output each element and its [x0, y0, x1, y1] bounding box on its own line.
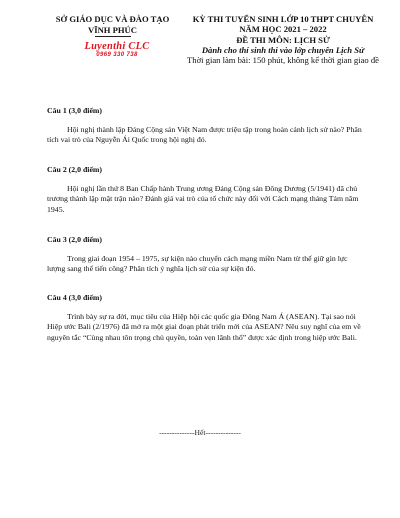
exam-audience: Dành cho thí sinh thi vào lớp chuyên Lịch Sử — [201, 44, 365, 55]
exam-subject: ĐỀ THI MÔN: LỊCH SỬ — [236, 34, 330, 45]
exam-duration: Thời gian làm bài: 150 phút, không kể thời gian giao đề — [187, 55, 379, 66]
province-name: VĨNH PHÚC — [88, 24, 137, 35]
logo-brand-text: Luyenthi CLC — [84, 41, 150, 52]
department-name: SỞ GIÁO DỤC VÀ ĐÀO TẠO — [55, 14, 170, 24]
question-title: Câu 3 (2,0 điểm) — [47, 235, 103, 244]
question-body: Trình bày sự ra đời, mục tiêu của Hiệp hội các quốc gia Đông Nam Á (ASEAN). Tại sao nói Hiệp ước Bali (2/1976) đã mở ra một giai đoạn phát triển mới của ASEAN? Nêu suy nghĩ của em về nguyên tắc “Cùng nhau tôn trọng chủ quyền, toàn vẹn lãnh thổ” được xác định trong hiệp ước Bali. — [47, 311, 361, 342]
question-body: Hội nghị lần thứ 8 Ban Chấp hành Trung ương Đảng Cộng sản Đông Dương (5/1941) đã chủ trương thành lập mặt trận nào? Đánh giá vai trò của tổ chức này đối với Cách mạng tháng Tám năm 1945. — [47, 183, 359, 214]
question-body: Hội nghị thành lập Đảng Cộng sản Việt Nam được triệu tập trong hoàn cảnh lịch sử nào? Phân tích vai trò của Nguyễn Ái Quốc trong hội nghị đó. — [47, 124, 362, 145]
question-1 — [47, 106, 363, 146]
question-body: Trong giai đoạn 1954 – 1975, sự kiện nào chuyển cách mạng miền Nam từ thế giữ gìn lực lượng sang thế tiến công? Phân tích ý nghĩa lịch sử của sự kiện đó. — [47, 253, 348, 274]
question-title: Câu 1 (3,0 điểm) — [47, 106, 103, 115]
issuing-department — [40, 14, 185, 37]
question-4 — [47, 293, 363, 343]
header-left-rule — [95, 36, 131, 37]
school-year: NĂM HỌC 2021 – 2022 — [239, 24, 327, 35]
question-3 — [47, 235, 363, 275]
end-marker: --------------Hết-------------- — [159, 428, 241, 437]
exam-heading — [180, 14, 386, 65]
logo-phone-text: 0969 330 738 — [96, 52, 138, 58]
question-title: Câu 2 (2,0 điểm) — [47, 165, 103, 174]
question-2 — [47, 165, 363, 215]
exam-name: KỲ THI TUYỂN SINH LỚP 10 THPT CHUYÊN — [192, 14, 374, 24]
question-title: Câu 4 (3,0 điểm) — [47, 293, 103, 302]
luyenthi-logo — [74, 41, 160, 59]
